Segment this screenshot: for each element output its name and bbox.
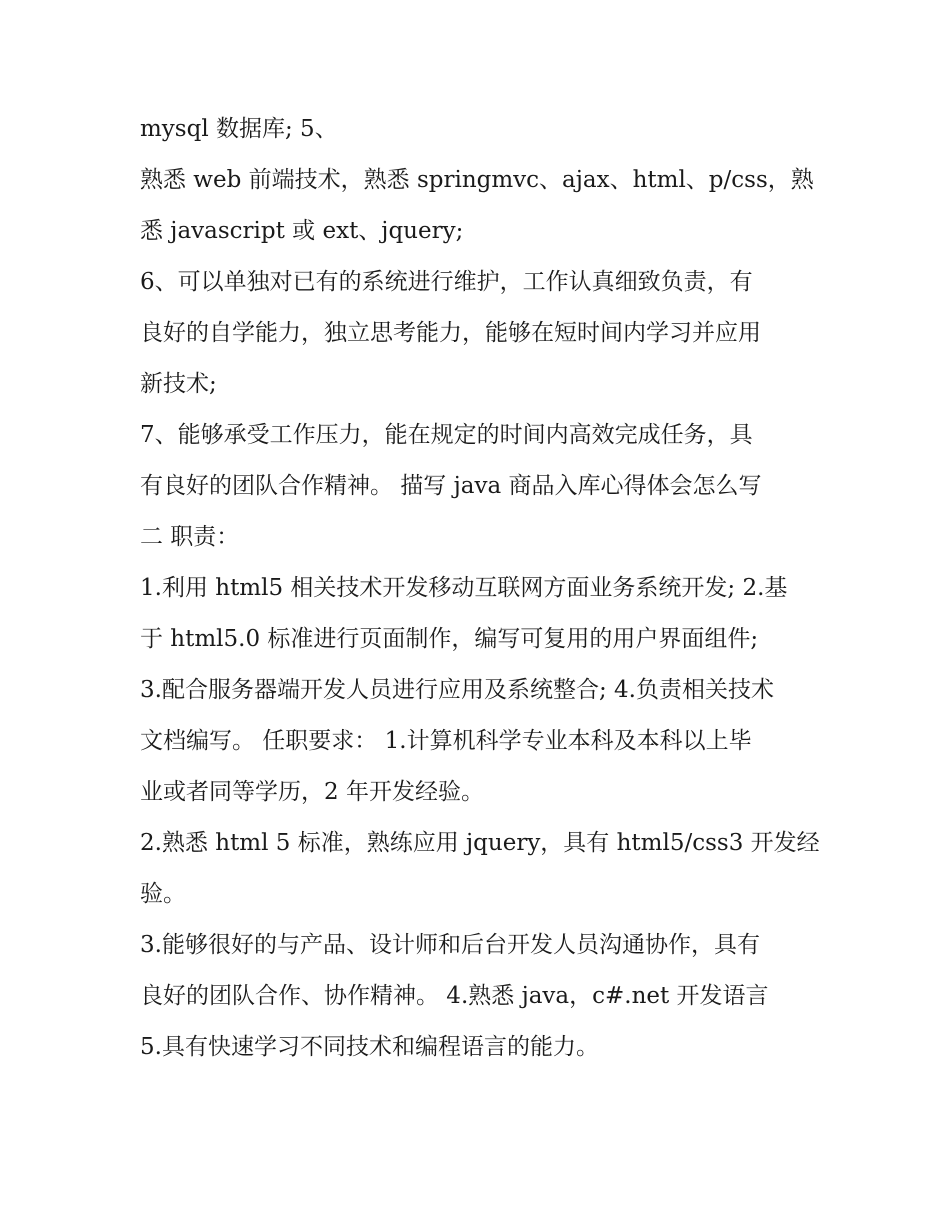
text-line: 于 html5.0 标准进行页面制作，编写可复用的用户界面组件; bbox=[140, 626, 759, 652]
text-line: 新技术; bbox=[140, 371, 217, 397]
text-line: 文档编写。 任职要求： 1.计算机科学专业本科及本科以上毕 bbox=[140, 728, 752, 754]
text-line: 3.能够很好的与产品、设计师和后台开发人员沟通协作，具有 bbox=[140, 932, 760, 958]
text-line: 良好的团队合作、协作精神。 4.熟悉 java，c#.net 开发语言 bbox=[140, 983, 769, 1009]
text-line: 1.利用 html5 相关技术开发移动互联网方面业务系统开发; 2.基 bbox=[140, 575, 788, 601]
text-line: 6、可以单独对已有的系统进行维护，工作认真细致负责，有 bbox=[140, 269, 753, 295]
text-line: 7、能够承受工作压力，能在规定的时间内高效完成任务，具 bbox=[140, 422, 753, 448]
text-line: 验。 bbox=[140, 881, 186, 907]
text-line: 5.具有快速学习不同技术和编程语言的能力。 bbox=[140, 1034, 599, 1060]
section-heading: 二 职责： bbox=[140, 524, 240, 550]
text-line: mysql 数据库; 5、 bbox=[140, 116, 338, 142]
text-line: 熟悉 web 前端技术，熟悉 springmvc、ajax、html、p/css，熟 bbox=[140, 167, 814, 193]
text-line: 业或者同等学历，2 年开发经验。 bbox=[140, 779, 484, 805]
document-body bbox=[140, 104, 820, 1073]
text-line: 2.熟悉 html 5 标准，熟练应用 jquery，具有 html5/css3 开发经 bbox=[140, 830, 820, 856]
text-line: 良好的自学能力，独立思考能力，能够在短时间内学习并应用 bbox=[140, 320, 761, 346]
text-line: 悉 javascript 或 ext、jquery; bbox=[140, 218, 464, 244]
text-line: 3.配合服务器端开发人员进行应用及系统整合; 4.负责相关技术 bbox=[140, 677, 774, 703]
text-line: 有良好的团队合作精神。 描写 java 商品入库心得体会怎么写 bbox=[140, 473, 762, 499]
